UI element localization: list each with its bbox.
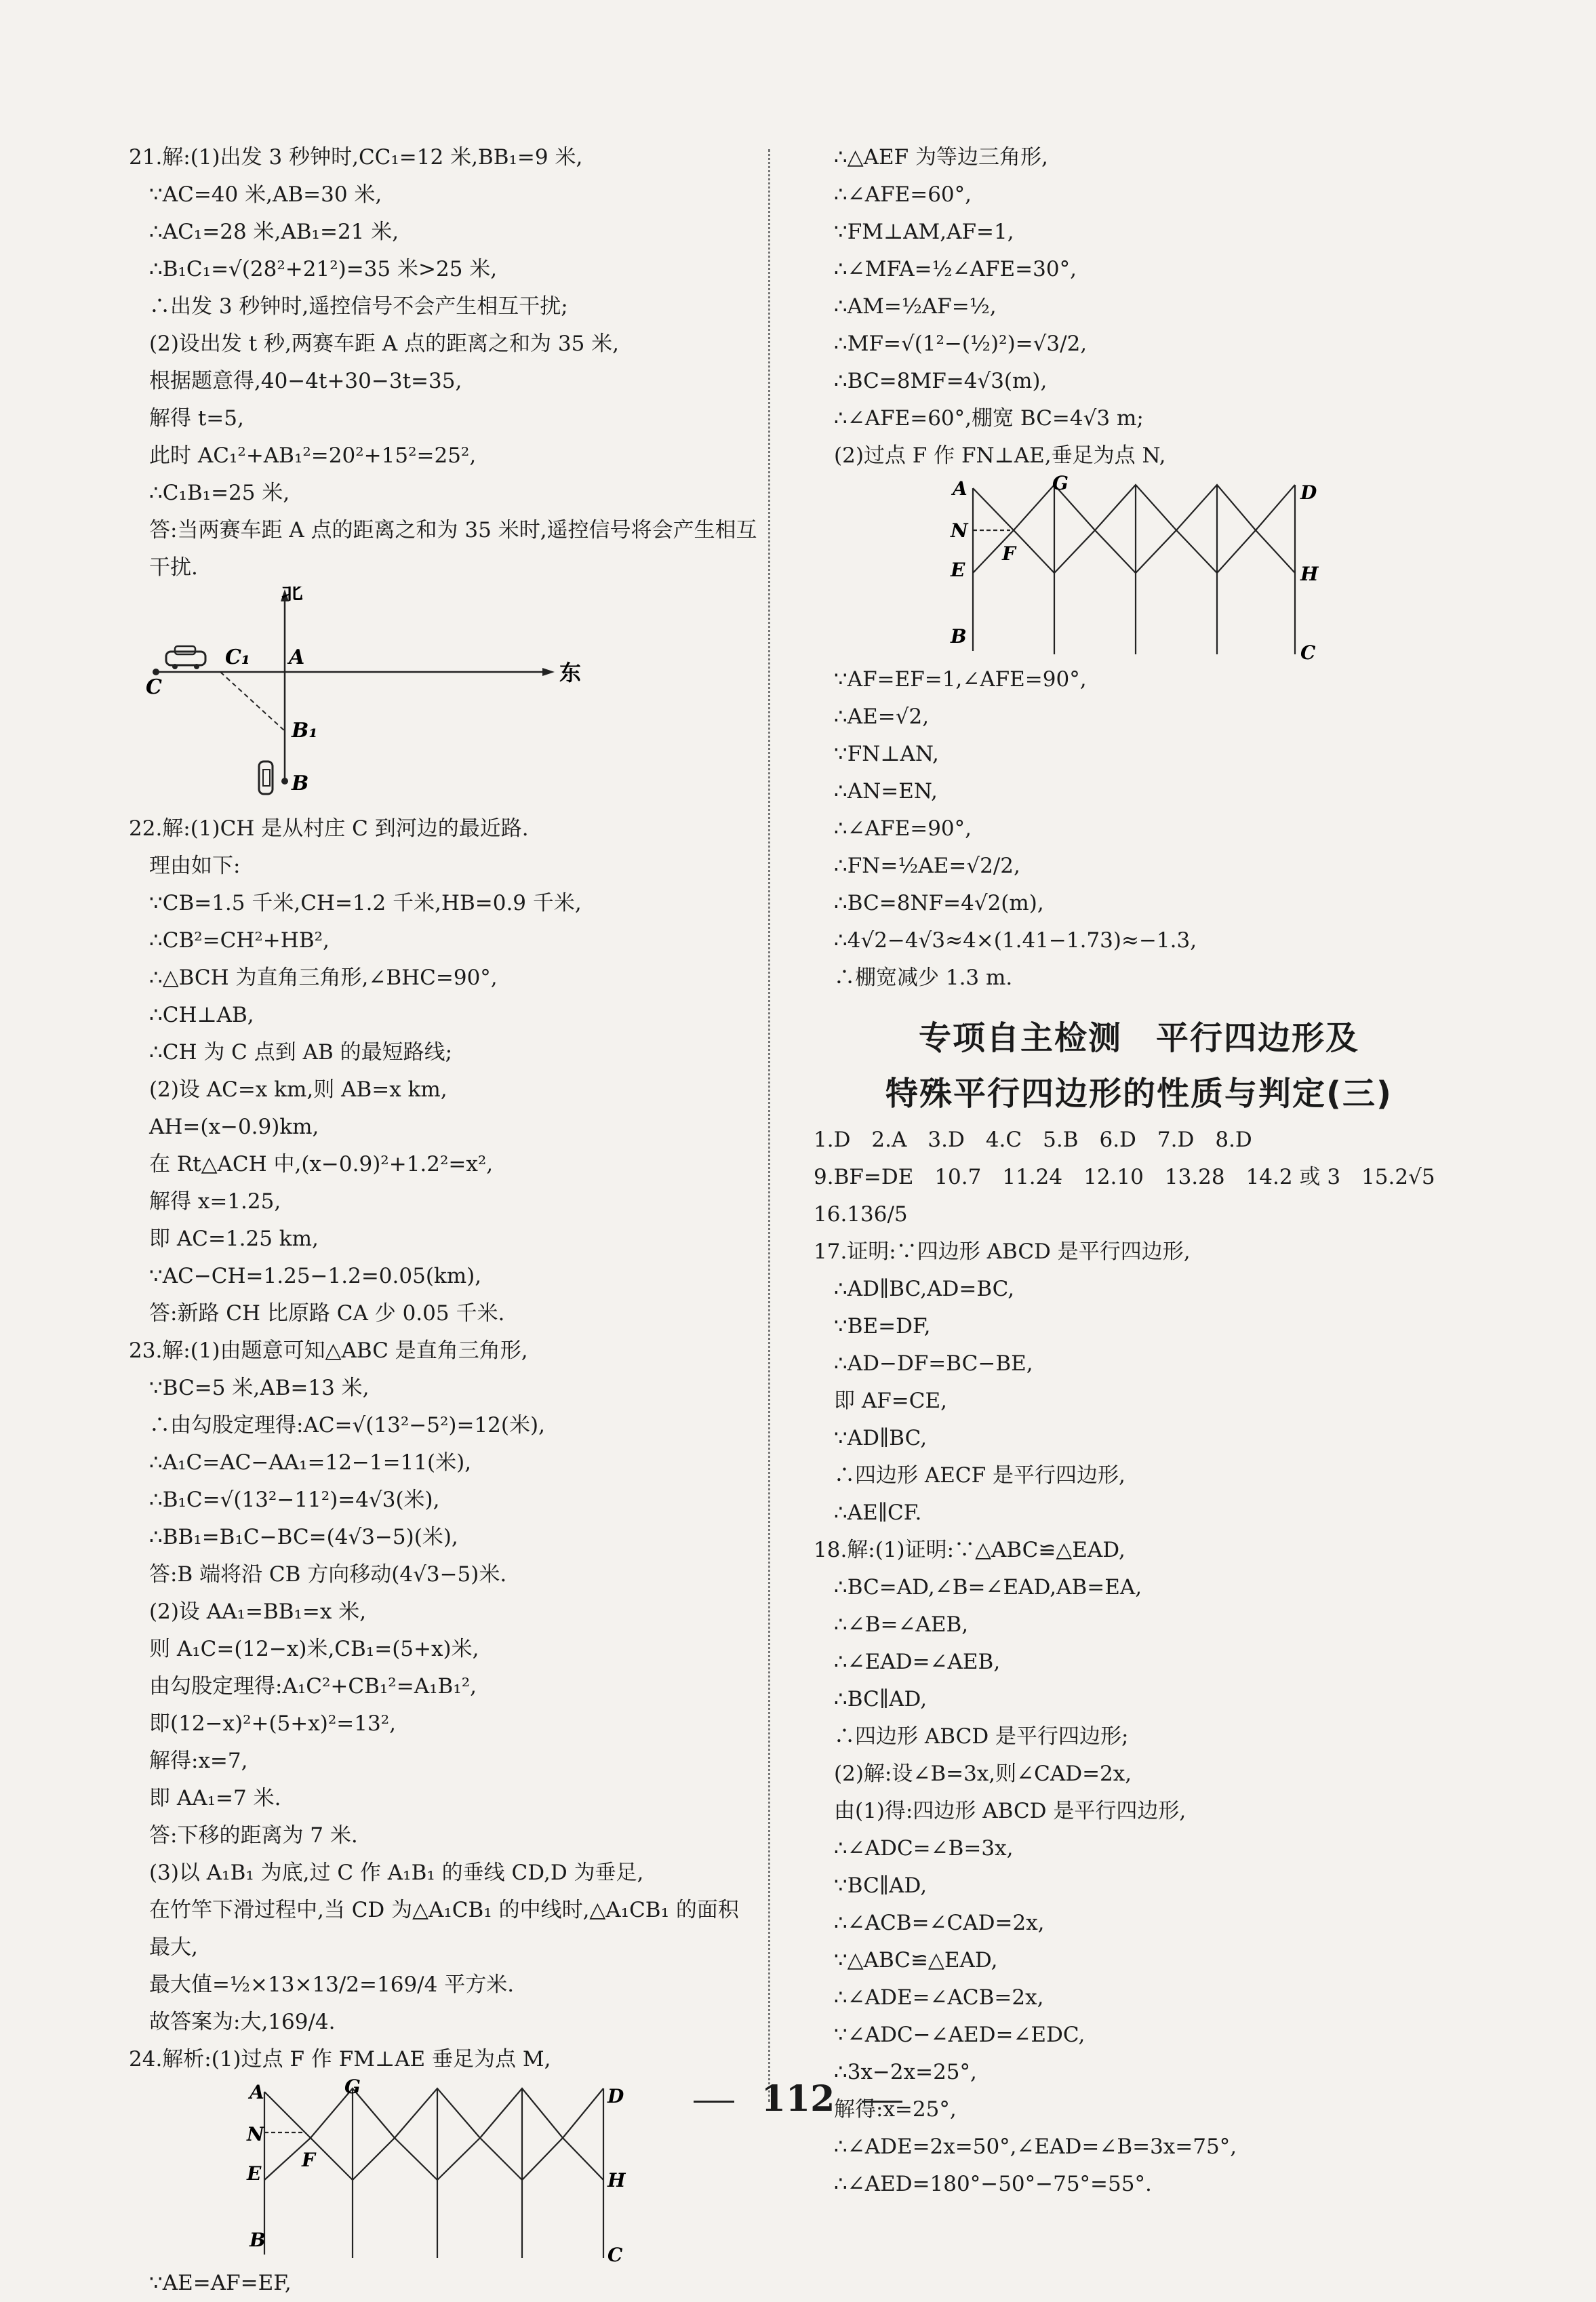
- solution-24-part1: [814, 139, 1464, 475]
- left2-line: (3)以 A₁B₁ 为底,过 C 作 A₁B₁ 的垂线 CD,D 为垂足,: [149, 1861, 644, 1885]
- right-line: ∴∠MFA=½∠AFE=30°,: [834, 257, 1077, 281]
- solution-24-cont: [129, 2265, 766, 2302]
- left-line: 答:当两赛车距 A 点的距离之和为 35 米时,遥控信号将会产生相互: [149, 518, 757, 542]
- right3-line: ∴AD−DF=BC−BE,: [834, 1351, 1033, 1376]
- left2-line: ∴BB₁=B₁C−BC=(4√3−5)(米),: [149, 1525, 458, 1549]
- left-line: 21.解:(1)出发 3 秒钟时,CC₁=12 米,BB₁=9 米,: [129, 145, 583, 170]
- right3-line: ∵BC∥AD,: [834, 1873, 927, 1898]
- right3-line: ∴BC∥AD,: [834, 1687, 927, 1711]
- truss1-G: G: [344, 2078, 361, 2098]
- left2-line: 在 Rt△ACH 中,(x−0.9)²+1.2²=x²,: [149, 1152, 494, 1176]
- figure-truss-2: [814, 475, 1464, 661]
- truss2-G: G: [1052, 475, 1069, 494]
- right2-line: ∴4√2−4√3≈4×(1.41−1.73)≈−1.3,: [834, 928, 1197, 953]
- left2-line: 则 A₁C=(12−x)米,CB₁=(5+x)米,: [149, 1637, 479, 1661]
- right-line: ∴∠AFE=60°,: [834, 182, 972, 207]
- north-label: 北: [281, 587, 304, 604]
- left2-line: 答:B 端将沿 CB 方向移动(4√3−5)米.: [149, 1562, 507, 1587]
- right3-line: ∴AD∥BC,AD=BC,: [834, 1277, 1015, 1301]
- right3-line: ∴∠ADE=2x=50°,∠EAD=∠B=3x=75°,: [834, 2135, 1237, 2159]
- left-column: [129, 139, 766, 2302]
- right2-line: ∴BC=8NF=4√2(m),: [834, 891, 1044, 915]
- label-C1: C₁: [225, 646, 251, 669]
- solutions-22-24: [129, 810, 766, 2078]
- left2-line: ∴△BCH 为直角三角形,∠BHC=90°,: [149, 966, 498, 990]
- section-title: [814, 1010, 1464, 1122]
- right2-line: ∴棚宽减少 1.3 m.: [834, 966, 1013, 990]
- page-number-value: 112: [761, 2078, 835, 2120]
- left2-line: ∵BC=5 米,AB=13 米,: [149, 1376, 370, 1400]
- right3-line: 9.BF=DE 10.7 11.24 12.10 13.28 14.2 或 3 15.2√5: [814, 1165, 1435, 1189]
- left2-line: 故答案为:大,169/4.: [149, 2010, 336, 2034]
- right-line: ∴MF=√(1²−(½)²)=√3/2,: [834, 332, 1088, 356]
- truss2-N: N: [951, 519, 968, 542]
- left3-line: ∵AE=AF=EF,: [149, 2271, 292, 2295]
- left2-line: 答:下移的距离为 7 米.: [149, 1823, 358, 1848]
- left2-line: 即 AC=1.25 km,: [149, 1227, 319, 1251]
- right3-line: ∴∠ACB=∠CAD=2x,: [834, 1911, 1045, 1935]
- left2-line: 在竹竿下滑过程中,当 CD 为△A₁CB₁ 的中线时,△A₁CB₁ 的面积: [149, 1898, 739, 1922]
- left-line: (2)设出发 t 秒,两赛车距 A 点的距离之和为 35 米,: [149, 332, 620, 356]
- right3-line: 解得:x=25°,: [834, 2097, 957, 2122]
- left2-line: ∴由勾股定理得:AC=√(13²−5²)=12(米),: [149, 1413, 545, 1437]
- right3-line: 18.解:(1)证明:∵△ABC≌△EAD,: [814, 1538, 1125, 1562]
- left2-line: 最大值=½×13×13/2=169/4 平方米.: [149, 1972, 515, 1997]
- right3-line: ∵∠ADC−∠AED=∠EDC,: [834, 2023, 1085, 2047]
- right2-line: ∴FN=½AE=√2/2,: [834, 854, 1020, 878]
- right3-line: ∴3x−2x=25°,: [834, 2060, 977, 2084]
- left2-line: ∵AC−CH=1.25−1.2=0.05(km),: [149, 1264, 482, 1288]
- right2-line: ∴∠AFE=90°,: [834, 816, 972, 841]
- left-line: ∴出发 3 秒钟时,遥控信号不会产生相互干扰;: [149, 294, 568, 319]
- right-line: ∴AM=½AF=½,: [834, 294, 997, 319]
- right3-line: ∵BE=DF,: [834, 1314, 931, 1338]
- left2-line: 解得 x=1.25,: [149, 1189, 281, 1214]
- left2-line: 解得:x=7,: [149, 1749, 248, 1773]
- left2-line: 理由如下:: [149, 854, 241, 878]
- car-icon-2: [259, 761, 273, 794]
- page-number: [0, 2078, 1596, 2120]
- right2-line: ∵FN⊥AN,: [834, 742, 939, 766]
- right2-line: ∵AF=EF=1,∠AFE=90°,: [834, 667, 1087, 692]
- right3-line: ∵AD∥BC,: [834, 1426, 927, 1450]
- left2-line: ∴B₁C=√(13²−11²)=4√3(米),: [149, 1488, 440, 1512]
- left-line: ∴C₁B₁=25 米,: [149, 481, 290, 505]
- left2-line: 23.解:(1)由题意可知△ABC 是直角三角形,: [129, 1338, 528, 1363]
- left2-line: 即(12−x)²+(5+x)²=13²,: [149, 1711, 396, 1736]
- left2-line: ∴CH⊥AB,: [149, 1003, 254, 1027]
- left2-line: (2)设 AC=x km,则 AB=x km,: [149, 1077, 447, 1102]
- left-line: 干扰.: [149, 555, 198, 580]
- truss2-E: E: [951, 559, 965, 581]
- right3-line: ∴AE∥CF.: [834, 1501, 922, 1525]
- left2-line: ∴A₁C=AC−AA₁=12−1=11(米),: [149, 1450, 472, 1475]
- right3-line: (2)解:设∠B=3x,则∠CAD=2x,: [834, 1762, 1132, 1786]
- right3-line: 16.136/5: [814, 1202, 908, 1227]
- left2-line: 由勾股定理得:A₁C²+CB₁²=A₁B₁²,: [149, 1674, 477, 1699]
- left-line: 解得 t=5,: [149, 406, 244, 431]
- truss1-E: E: [247, 2162, 262, 2185]
- truss1-C: C: [607, 2244, 623, 2265]
- right3-line: 17.证明:∵四边形 ABCD 是平行四边形,: [814, 1239, 1191, 1264]
- truss2-H: H: [1300, 563, 1319, 585]
- left2-line: ∴CB²=CH²+HB²,: [149, 928, 330, 953]
- truss2-B: B: [951, 625, 967, 648]
- left2-line: 最大,: [149, 1935, 198, 1960]
- column-divider: [768, 149, 770, 2102]
- solution-24-part2: [814, 661, 1464, 997]
- right2-line: ∴AE=√2,: [834, 705, 930, 729]
- left-line: 根据题意得,40−4t+30−3t=35,: [149, 369, 462, 393]
- left-line: ∵AC=40 米,AB=30 米,: [149, 182, 382, 207]
- truss1-H: H: [607, 2169, 626, 2191]
- section-title-line1: 专项自主检测 平行四边形及: [918, 1019, 1359, 1057]
- car-icon: [166, 646, 205, 669]
- truss-diagram-2: [814, 475, 1464, 661]
- truss2-C: C: [1300, 641, 1316, 661]
- left2-line: (2)设 AA₁=BB₁=x 米,: [149, 1600, 367, 1624]
- right-line: ∴△AEF 为等边三角形,: [834, 145, 1048, 170]
- left2-line: AH=(x−0.9)km,: [149, 1115, 319, 1139]
- right3-line: ∴四边形 AECF 是平行四边形,: [834, 1463, 1125, 1488]
- figure-map: [129, 587, 766, 810]
- answers-section: [814, 1122, 1464, 2203]
- right-line: ∴BC=8MF=4√3(m),: [834, 369, 1048, 393]
- left2-line: ∵CB=1.5 千米,CH=1.2 千米,HB=0.9 千米,: [149, 891, 582, 915]
- right3-line: 即 AF=CE,: [834, 1389, 947, 1413]
- left2-line: ∴CH 为 C 点到 AB 的最短路线;: [149, 1040, 453, 1065]
- left2-line: 24.解析:(1)过点 F 作 FM⊥AE 垂足为点 M,: [129, 2047, 551, 2071]
- truss1-B: B: [250, 2229, 266, 2251]
- right3-line: ∴∠EAD=∠AEB,: [834, 1650, 1001, 1674]
- right-line: ∵FM⊥AM,AF=1,: [834, 220, 1014, 244]
- left2-line: 即 AA₁=7 米.: [149, 1786, 281, 1810]
- solution-21: [129, 139, 766, 587]
- right3-line: ∴BC=AD,∠B=∠EAD,AB=EA,: [834, 1575, 1142, 1600]
- left-line: ∴AC₁=28 米,AB₁=21 米,: [149, 220, 399, 244]
- right3-line: ∴四边形 ABCD 是平行四边形;: [834, 1724, 1129, 1749]
- label-B1: B₁: [292, 719, 318, 742]
- truss1-F: F: [302, 2149, 315, 2171]
- right-column: [814, 139, 1464, 2203]
- left2-line: 答:新路 CH 比原路 CA 少 0.05 千米.: [149, 1301, 505, 1326]
- truss2-A: A: [953, 477, 967, 500]
- east-label: 东: [559, 660, 582, 686]
- label-A: A: [289, 646, 305, 669]
- right2-line: ∴AN=EN,: [834, 779, 938, 803]
- truss2-D: D: [1300, 481, 1317, 504]
- map-diagram: [129, 587, 766, 810]
- right3-line: 由(1)得:四边形 ABCD 是平行四边形,: [834, 1799, 1186, 1823]
- left2-line: 22.解:(1)CH 是从村庄 C 到河边的最近路.: [129, 816, 529, 841]
- truss1-N: N: [247, 2123, 264, 2145]
- right3-line: ∴∠AED=180°−50°−75°=55°.: [834, 2172, 1152, 2196]
- left-line: ∴B₁C₁=√(28²+21²)=35 米>25 米,: [149, 257, 498, 281]
- right3-line: ∴∠ADC=∠B=3x,: [834, 1836, 1014, 1861]
- truss1-D: D: [607, 2085, 624, 2107]
- right3-line: ∴∠ADE=∠ACB=2x,: [834, 1985, 1044, 2010]
- left-line: 此时 AC₁²+AB₁²=20²+15²=25²,: [149, 443, 477, 468]
- label-B: B: [292, 772, 309, 795]
- right3-line: ∴∠B=∠AEB,: [834, 1612, 969, 1637]
- right-line: (2)过点 F 作 FN⊥AE,垂足为点 N,: [834, 443, 1166, 468]
- truss2-F: F: [1002, 542, 1016, 565]
- right3-line: ∵△ABC≌△EAD,: [834, 1948, 998, 1972]
- right-line: ∴∠AFE=60°,棚宽 BC=4√3 m;: [834, 406, 1144, 431]
- truss1-A: A: [250, 2081, 264, 2103]
- right3-line: 1.D 2.A 3.D 4.C 5.B 6.D 7.D 8.D: [814, 1128, 1252, 1152]
- section-title-line2: 特殊平行四边形的性质与判定(三): [885, 1075, 1393, 1113]
- label-C: C: [146, 675, 162, 699]
